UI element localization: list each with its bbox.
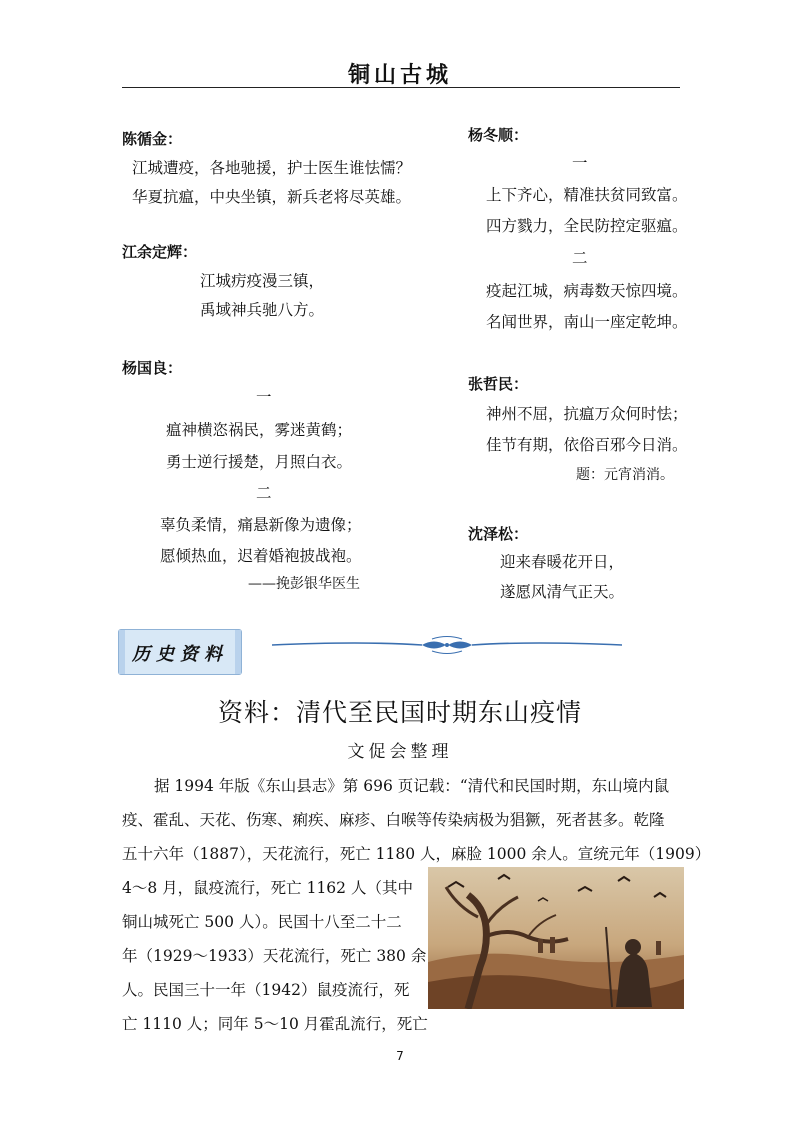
header-divider [122, 87, 680, 88]
paragraph-line: 五十六年（1887），天花流行，死亡 1180 人，麻脸 1000 余人。宣统元年（1909） [122, 845, 711, 863]
poem-line: 辜负柔情，痛悬新像为遗像； [160, 516, 362, 534]
poem-author: 陈循金： [122, 130, 183, 148]
page-number: 7 [396, 1049, 404, 1063]
poem-line: 疫起江城，病毒数天惊四境。 [486, 282, 688, 300]
paragraph-line: 4～8 月，鼠疫流行，死亡 1162 人（其中 [122, 879, 413, 897]
poem-part-number: 二 [256, 484, 272, 502]
section-label-box [118, 629, 242, 675]
poem-line: 上下齐心，精准扶贫同致富。 [486, 186, 688, 204]
poem-line: 江城遭疫，各地驰援，护士医生谁怯懦？ [132, 159, 412, 177]
paragraph-line: 年（1929～1933）天花流行，死亡 380 余 [122, 947, 427, 965]
poem-line: 迎来春暖花开日， [500, 553, 625, 571]
poem-part-number: 一 [572, 154, 588, 172]
ornament-divider [272, 635, 622, 655]
plague-illustration [428, 867, 684, 1009]
poem-author: 沈泽松： [468, 525, 529, 543]
paragraph-line: 疫、霍乱、天花、伤寒、痢疾、麻疹、白喉等传染病极为猖獗，死者甚多。乾隆 [122, 811, 665, 829]
poem-author: 江余定辉： [122, 243, 198, 261]
paragraph-line: 亡 1110 人；同年 5～10 月霍乱流行，死亡 [122, 1015, 428, 1033]
section-label: 历史资料 [132, 644, 228, 665]
poem-author: 张哲民： [468, 375, 529, 393]
poem-author: 杨国良： [122, 359, 183, 377]
running-header-title: 铜山古城 [347, 62, 452, 88]
paragraph-line: 铜山城死亡 500 人）。民国十八至二十二 [122, 913, 402, 931]
poem-part-number: 一 [256, 388, 272, 406]
poem-line: 瘟神横恣祸民，雾迷黄鹤； [166, 421, 353, 439]
poem-line: 江城疠疫漫三镇， [200, 272, 325, 290]
poem-dedication: ——挽彭银华医生 [248, 576, 360, 592]
poem-note: 题：元宵消消。 [576, 467, 674, 483]
poem-line: 禹域神兵驰八方。 [200, 301, 325, 319]
poem-line: 华夏抗瘟，中央坐镇，新兵老将尽英雄。 [132, 188, 412, 206]
poem-line: 神州不屈，抗瘟万众何时怯； [486, 405, 688, 423]
article-subtitle: 文促会整理 [347, 742, 453, 762]
poem-author: 杨冬顺： [468, 126, 529, 144]
poem-line: 勇士逆行援楚，月照白衣。 [166, 453, 353, 471]
paragraph-line: 据 1994 年版《东山县志》第 696 页记载：“清代和民国时期，东山境内鼠 [154, 777, 670, 795]
poem-line: 遂愿风清气正天。 [500, 583, 625, 601]
poem-part-number: 二 [572, 249, 588, 267]
poem-line: 名闻世界，南山一座定乾坤。 [486, 313, 688, 331]
article-title: 资料：清代至民国时期东山疫情 [217, 698, 582, 727]
poem-line: 四方戮力，全民防控定驱瘟。 [486, 217, 688, 235]
paragraph-line: 人。民国三十一年（1942）鼠疫流行，死 [122, 981, 410, 999]
poem-line: 愿倾热血，迟着婚袍披战袍。 [160, 547, 362, 565]
poem-line: 佳节有期，依俗百邪今日消。 [486, 436, 688, 454]
